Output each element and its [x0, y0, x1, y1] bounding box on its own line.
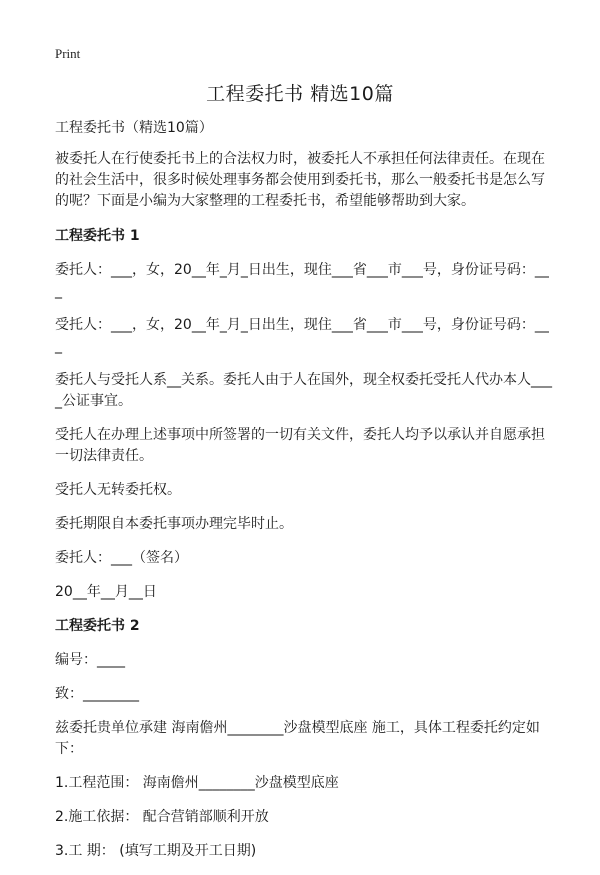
paragraph: 委托人：___（签名）: [55, 550, 188, 566]
paragraph: 委托期限自本委托事项办理完毕时止。: [55, 516, 293, 532]
paragraph: 1.工程范围： 海南儋州________沙盘模型底座: [55, 775, 339, 791]
paragraph: 编号：____: [55, 652, 125, 668]
paragraph: 受托人无转委托权。: [55, 482, 181, 498]
document-body: [55, 118, 555, 875]
document-subtitle: 工程委托书（精选10篇）: [55, 120, 213, 136]
print-link[interactable]: Print: [55, 46, 81, 61]
section-heading-1: 工程委托书 1: [55, 228, 140, 244]
intro-paragraph: 被委托人在行使委托书上的合法权力时，被委托人不承担任何法律责任。在现在的社会生活中，很多时候处理事务都会使用到委托书，那么一般委托书是怎么写的呢？下面是小编为大家整理的工程委托书，希望能够帮助到大家。: [55, 151, 545, 209]
page-title: 工程委托书 精选10篇: [206, 83, 394, 105]
paragraph: 2.施工依据： 配合营销部顺利开放: [55, 809, 269, 825]
paragraph: 受托人在办理上述事项中所签署的一切有关文件，委托人均予以承认并自愿承担一切法律责任。: [55, 427, 545, 464]
section-heading-2: 工程委托书 2: [55, 618, 140, 634]
paragraph: 受托人：___，女，20__年_月_日出生，现住___省___市___号，身份证号码：___: [55, 317, 549, 354]
paragraph: 3.工 期： (填写工期及开工日期): [55, 843, 257, 859]
paragraph: 兹委托贵单位承建 海南儋州________沙盘模型底座 施工，具体工程委托约定如下：: [55, 720, 540, 757]
paragraph: 委托人：___，女，20__年_月_日出生，现住___省___市___号，身份证号码：___: [55, 262, 549, 299]
paragraph: 致：________: [55, 686, 139, 702]
paragraph: 20__年__月__日: [55, 584, 157, 600]
paragraph: 委托人与受托人系__关系。委托人由于人在国外，现全权委托受托人代办本人____公证事宜。: [55, 372, 552, 409]
